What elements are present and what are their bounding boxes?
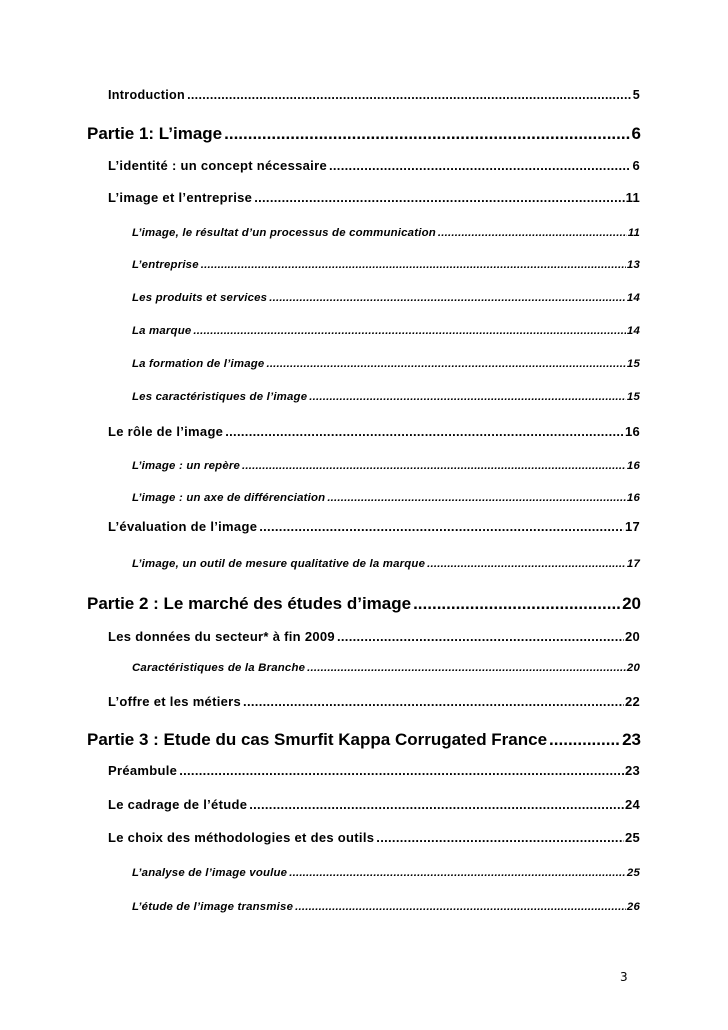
toc-entry[interactable] xyxy=(132,259,640,271)
toc-dot-leader xyxy=(179,763,624,778)
toc-dot-leader xyxy=(295,901,626,913)
toc-entry-label: L’offre et les métiers xyxy=(108,694,242,709)
toc-dot-leader xyxy=(242,460,626,472)
toc-entry[interactable] xyxy=(108,519,640,534)
toc-entry-page: 24 xyxy=(624,797,640,812)
toc-dot-leader xyxy=(289,867,626,879)
toc-dot-leader xyxy=(193,325,626,337)
toc-entry-page: 16 xyxy=(624,424,640,439)
toc-entry-page: 20 xyxy=(626,662,640,674)
toc-entry-label: Les données du secteur* à fin 2009 xyxy=(108,629,335,644)
toc-entry-page: 25 xyxy=(626,867,640,879)
toc-entry[interactable] xyxy=(132,901,640,913)
toc-entry[interactable] xyxy=(132,391,640,403)
toc-entry-page: 16 xyxy=(626,460,640,472)
toc-entry-label: Partie 2 : Le marché des études d’image xyxy=(87,594,412,613)
toc-entry-label: L’étude de l’image transmise xyxy=(132,901,294,913)
toc-entry-page: 11 xyxy=(627,227,640,239)
toc-entry[interactable] xyxy=(132,492,640,504)
toc-entry-label: L’image, le résultat d’un processus de communication xyxy=(132,227,436,239)
page-number: 3 xyxy=(620,970,628,984)
toc-entry-page: 15 xyxy=(626,391,640,403)
toc-dot-leader xyxy=(307,662,626,674)
toc-dot-leader xyxy=(224,124,630,144)
toc-entry[interactable] xyxy=(108,763,640,778)
toc-dot-leader xyxy=(376,830,624,845)
toc-entry-label: Le choix des méthodologies et des outils xyxy=(108,830,375,845)
toc-entry[interactable] xyxy=(132,662,640,674)
toc-entry-label: Le rôle de l’image xyxy=(108,424,224,439)
toc-entry-label: La formation de l’image xyxy=(132,358,265,370)
toc-entry-page: 20 xyxy=(622,594,641,613)
toc-dot-leader xyxy=(438,227,627,239)
toc-entry-page: 13 xyxy=(626,259,640,271)
toc-entry-label: L’identité : un concept nécessaire xyxy=(108,158,327,173)
toc-entry-label: Les caractéristiques de l’image xyxy=(132,391,308,403)
toc-entry-label: L’entreprise xyxy=(132,259,199,271)
toc-entry-page: 6 xyxy=(631,124,641,143)
toc-dot-leader xyxy=(329,158,631,173)
toc-entry-page: 23 xyxy=(624,763,640,778)
toc-entry-label: L’image et l’entreprise xyxy=(108,190,253,205)
toc-entry-page: 25 xyxy=(624,830,640,845)
toc-entry-label: L’image : un repère xyxy=(132,460,241,472)
toc-entry[interactable] xyxy=(108,830,640,845)
toc-entry[interactable] xyxy=(108,424,640,439)
toc-entry[interactable] xyxy=(132,867,640,879)
toc-dot-leader xyxy=(427,558,626,570)
toc-entry-label: Le cadrage de l’étude xyxy=(108,797,248,812)
toc-entry[interactable] xyxy=(108,797,640,812)
toc-entry-page: 5 xyxy=(632,88,640,102)
toc-entry[interactable] xyxy=(132,325,640,337)
toc-entry[interactable] xyxy=(108,190,640,205)
toc-entry-label: L’évaluation de l’image xyxy=(108,519,258,534)
toc-entry-page: 23 xyxy=(622,730,641,749)
toc-entry[interactable] xyxy=(108,158,640,173)
toc-entry[interactable] xyxy=(108,629,640,644)
toc-dot-leader xyxy=(269,292,626,304)
toc-entry-label: L’image, un outil de mesure qualitative de la marque xyxy=(132,558,426,570)
toc-dot-leader xyxy=(225,424,624,439)
toc-entry[interactable] xyxy=(108,694,640,709)
toc-dot-leader xyxy=(254,190,624,205)
toc-dot-leader xyxy=(249,797,624,812)
toc-entry-page: 26 xyxy=(626,901,640,913)
toc-entry-label: L’image : un axe de différenciation xyxy=(132,492,326,504)
toc-entry-page: 22 xyxy=(624,694,640,709)
toc-entry[interactable] xyxy=(132,227,640,239)
toc-entry-label: La marque xyxy=(132,325,192,337)
toc-dot-leader xyxy=(337,629,624,644)
toc-dot-leader xyxy=(549,730,621,750)
toc-entry-page: 20 xyxy=(624,629,640,644)
toc-entry-page: 17 xyxy=(624,519,640,534)
toc-entry-page: 14 xyxy=(626,292,640,304)
toc-entry[interactable] xyxy=(132,460,640,472)
toc-dot-leader xyxy=(243,694,624,709)
toc-entry[interactable] xyxy=(87,594,641,614)
toc-entry-page: 16 xyxy=(626,492,640,504)
toc-dot-leader xyxy=(309,391,626,403)
toc-entry[interactable] xyxy=(132,558,640,570)
toc-entry-page: 17 xyxy=(626,558,640,570)
toc-entry-page: 15 xyxy=(626,358,640,370)
toc-entry-label: Partie 1: L’image xyxy=(87,124,223,143)
toc-dot-leader xyxy=(259,519,624,534)
toc-entry-label: Caractéristiques de la Branche xyxy=(132,662,306,674)
toc-entry[interactable] xyxy=(132,292,640,304)
toc-entry-page: 6 xyxy=(632,158,640,173)
toc-entry-label: L’analyse de l’image voulue xyxy=(132,867,288,879)
toc-entry-label: Préambule xyxy=(108,763,178,778)
toc-entry-page: 11 xyxy=(625,190,640,205)
toc-dot-leader xyxy=(413,594,621,614)
toc-entry-label: Les produits et services xyxy=(132,292,268,304)
toc-dot-leader xyxy=(187,88,632,102)
toc-entry-label: Introduction xyxy=(108,88,186,102)
toc-entry-label: Partie 3 : Etude du cas Smurfit Kappa Corrugated France xyxy=(87,730,548,749)
toc-dot-leader xyxy=(201,259,626,271)
toc-entry[interactable] xyxy=(87,124,641,144)
toc-dot-leader xyxy=(266,358,625,370)
toc-entry[interactable] xyxy=(108,88,640,102)
toc-dot-leader xyxy=(327,492,626,504)
toc-entry[interactable] xyxy=(132,358,640,370)
toc-entry-page: 14 xyxy=(626,325,640,337)
toc-entry[interactable] xyxy=(87,730,641,750)
